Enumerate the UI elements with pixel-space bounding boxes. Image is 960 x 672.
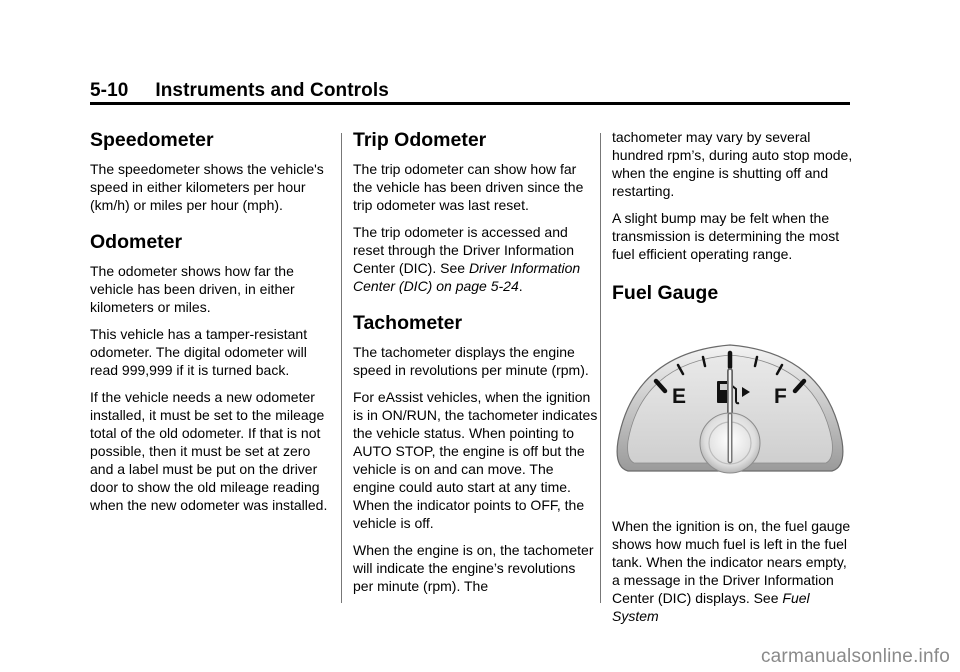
speedometer-paragraph: The speedometer shows the vehicle's speed in either kilometers per hour (km/h) or miles per hour (mph).: [90, 161, 324, 213]
fuel-gauge-illustration: [614, 333, 854, 493]
trip-paragraph-2: [353, 223, 599, 295]
column-2: [353, 128, 599, 604]
watermark-site-link[interactable]: carmanualsonline.info: [760, 646, 950, 667]
dic-cross-reference-link[interactable]: Driver Information Center (DIC) on page 5-24: [353, 260, 581, 294]
trip-paragraph-1: The trip odometer can show how far the vehicle has been driven since the trip odometer was last reset.: [353, 161, 584, 213]
fuel-gauge-paragraph: [612, 517, 858, 625]
heading-tachometer: Tachometer: [353, 312, 463, 334]
column-divider: [341, 133, 342, 603]
tach-paragraph-3: When the engine is on, the tachometer will indicate the engine’s revolutions per minute (rpm). The: [353, 542, 594, 594]
heading-speedometer: Speedometer: [90, 129, 214, 151]
fuel-system-cross-reference-link[interactable]: Fuel System: [612, 590, 810, 624]
fuel-gauge-graphic: [614, 333, 846, 493]
column-divider: [600, 133, 601, 603]
odometer-paragraph-1: The odometer shows how far the vehicle has been driven, in either kilometers or miles.: [90, 263, 295, 315]
odometer-paragraph-3: If the vehicle needs a new odometer installed, it must be set to the mileage total of the old odometer. If that is not possible, then it must be set at zero and a label must be put on the driver door to show the old mileage reading when the new odometer was installed.: [90, 389, 328, 513]
trip-paragraph-2-text: The trip odometer is accessed and reset through the Driver Information Center (DIC). See: [353, 224, 574, 276]
gauge-empty-label: E: [672, 385, 687, 408]
trip-paragraph-2-end: .: [518, 278, 523, 294]
fuel-gauge-paragraph-text: When the ignition is on, the fuel gauge shows how much fuel is left in the fuel tank. When the indicator nears empty, a message in the Driver Information Center (DIC) displays. See: [612, 518, 851, 606]
transmission-paragraph: A slight bump may be felt when the transmission is determining the most fuel efficient operating range.: [612, 210, 840, 262]
page-header-title: 5-10 Instruments and Controls: [90, 80, 389, 101]
column-3: [612, 128, 858, 634]
heading-odometer: Odometer: [90, 231, 183, 253]
header-rule: [90, 102, 850, 105]
odometer-paragraph-2: This vehicle has a tamper-resistant odometer. The digital odometer will read 999,999 if it is turned back.: [90, 326, 308, 378]
tach-paragraph-1: The tachometer displays the engine speed in revolutions per minute (rpm).: [353, 344, 589, 378]
tach-paragraph-2: For eAssist vehicles, when the ignition is in ON/RUN, the tachometer indicates the vehicle status. When pointing to AUTO STOP, the engine is off but the vehicle is on and can move. The engine could auto start at any time. When the indicator points to OFF, the vehicle is off.: [353, 389, 598, 531]
tach-continued-paragraph: tachometer may vary by several hundred rpm’s, during auto stop mode, when the engine is shutting off and restarting.: [612, 129, 853, 199]
heading-trip-odometer: Trip Odometer: [353, 129, 487, 151]
heading-fuel-gauge: Fuel Gauge: [612, 282, 719, 304]
column-1: [90, 128, 336, 523]
gauge-full-label: F: [774, 385, 787, 408]
